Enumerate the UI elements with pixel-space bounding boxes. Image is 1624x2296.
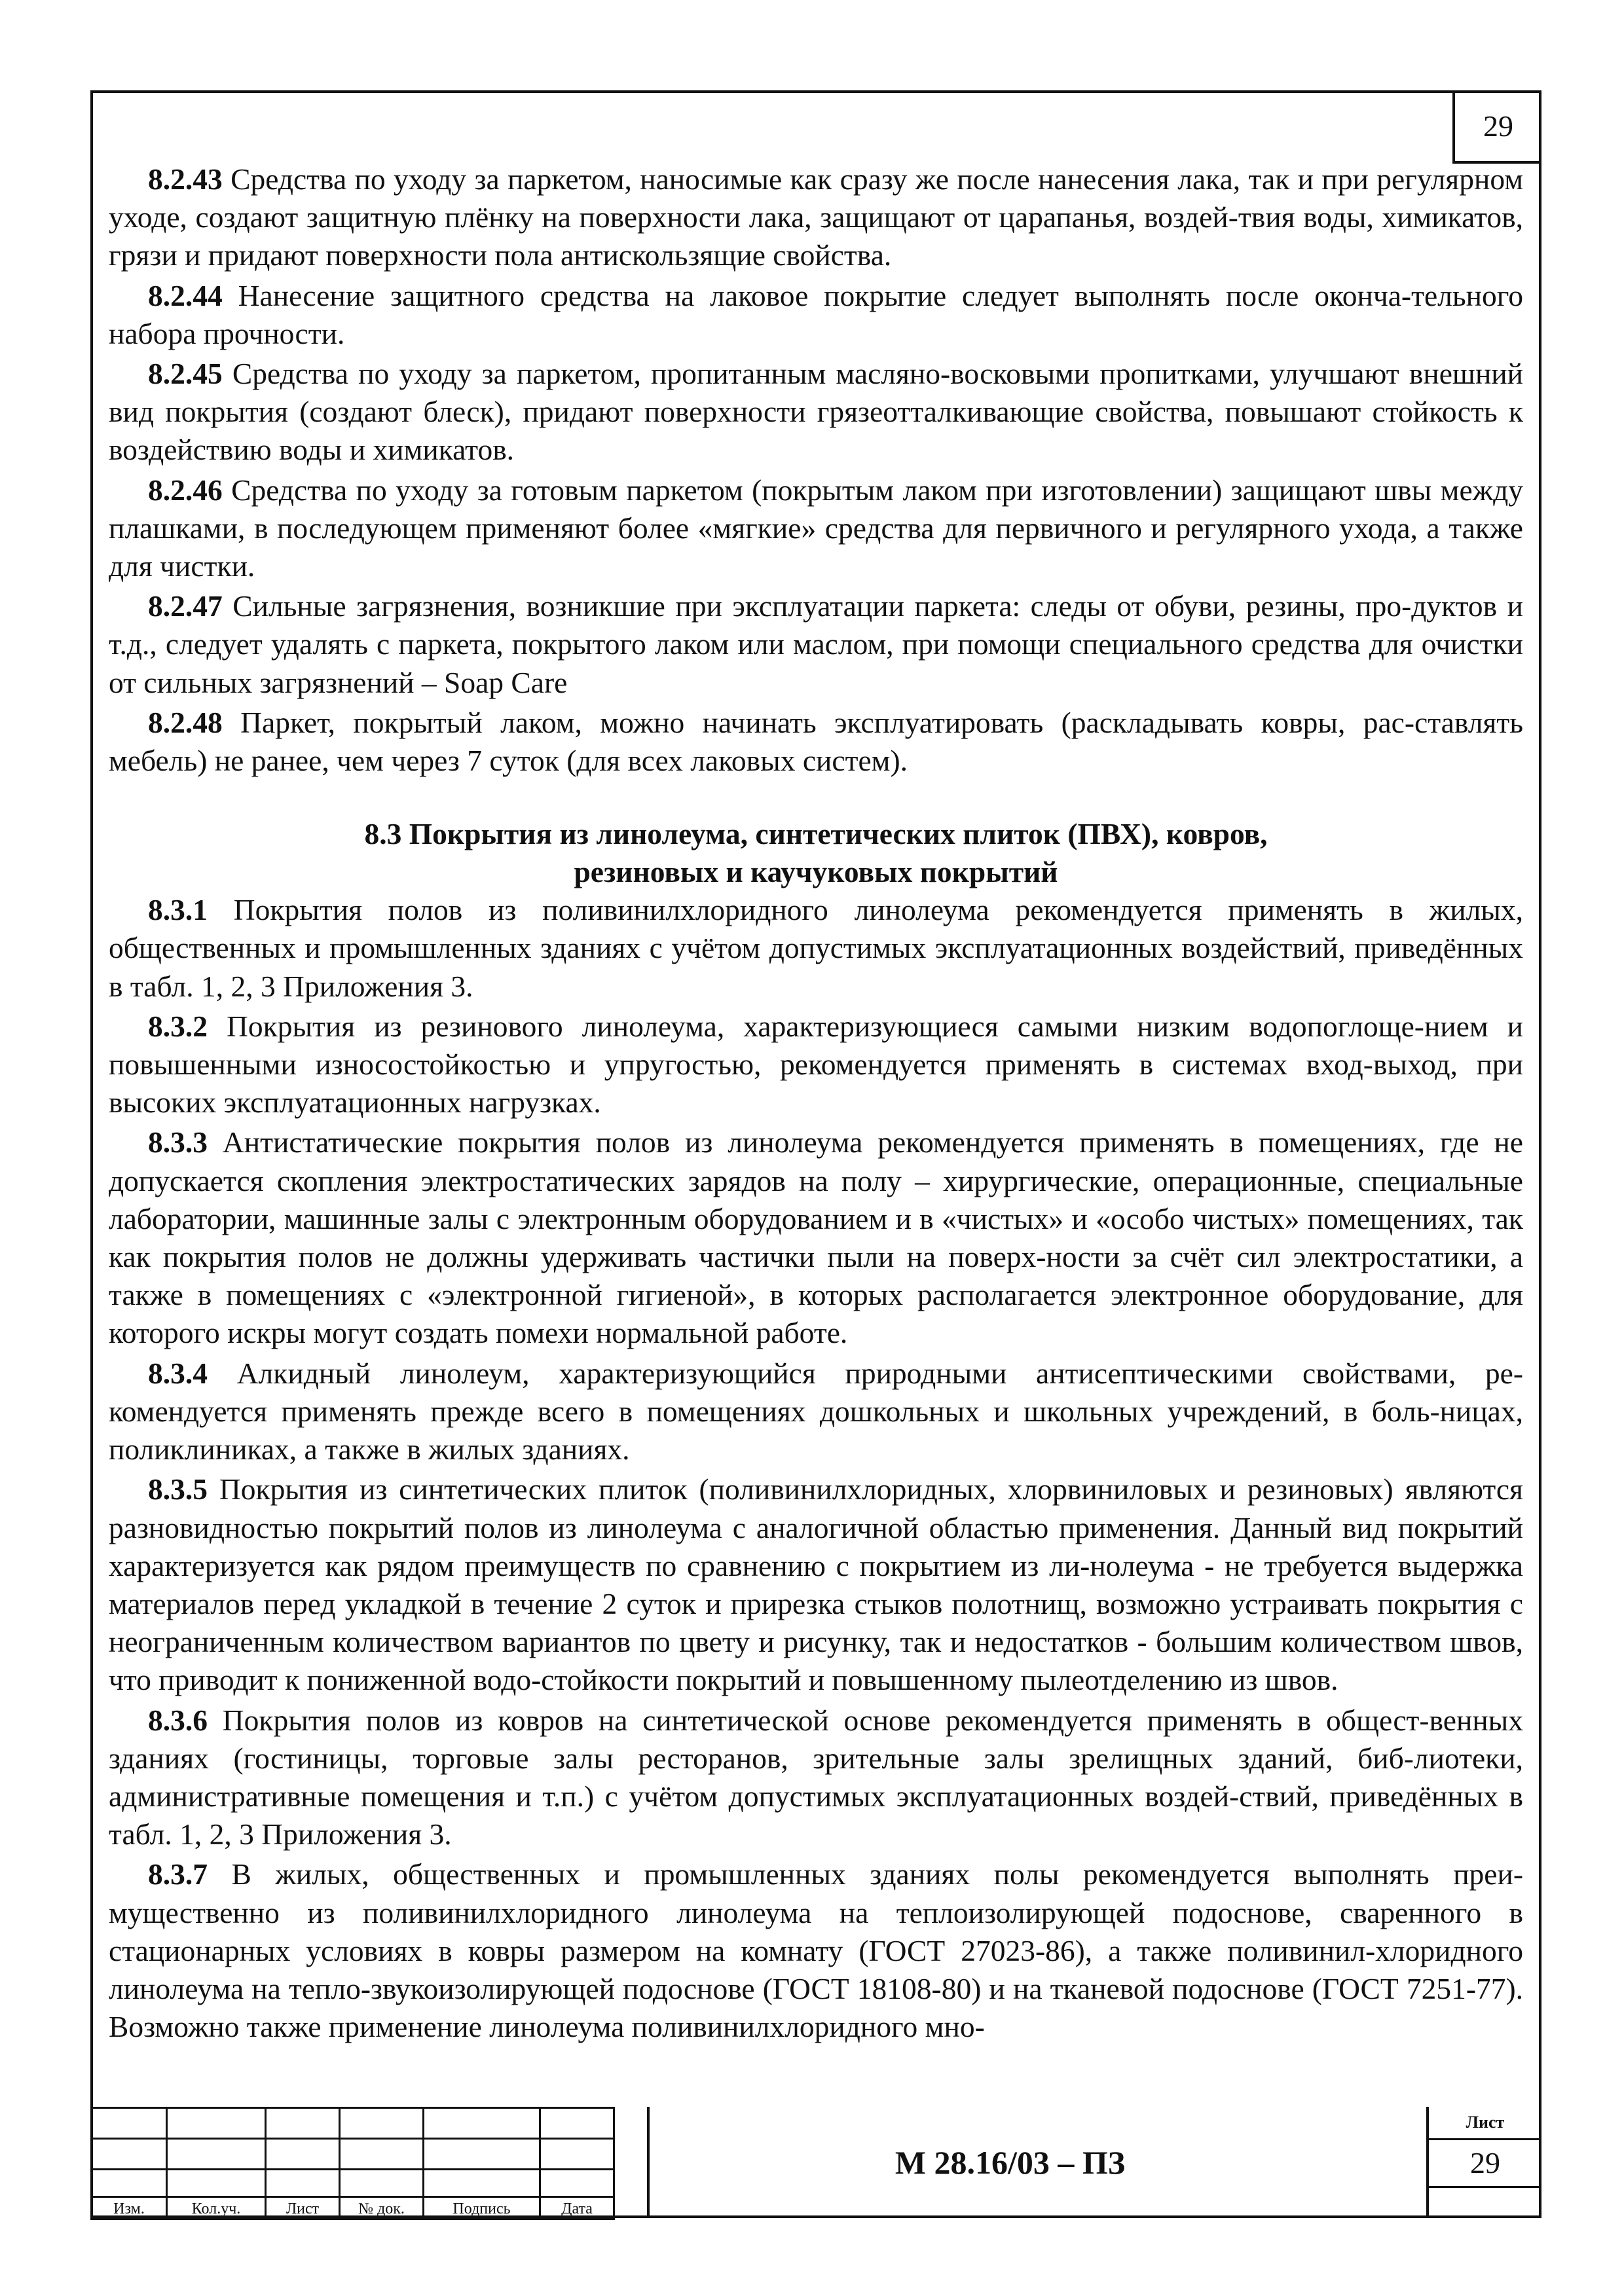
clause-number: 8.3.2 — [148, 1009, 208, 1043]
clause-number: 8.2.47 — [148, 589, 223, 623]
paragraph — [109, 704, 1523, 780]
col-kol-uch: Кол.уч. — [167, 2197, 266, 2219]
paragraph — [109, 277, 1523, 353]
col-n-dok: № док. — [340, 2197, 424, 2219]
clause-text: Антистатические покрытия полов из линолеума рекомендуется применять в помещениях, где не допускается скопления электростатических зарядов на полу – хирургические, операционные, специальные лаборатории, машинные залы с электронным оборудованием и в «чистых» и «особо чистых» помещениях, так как покрытия полов не должны удерживать частички пыли на поверх-ности за счёт сил электростатики, а также в помещениях с «электронной гигиеной», в которых располагается электронное оборудование, для которого искры могут создать помехи нормальной работе. — [109, 1125, 1523, 1350]
paragraph — [109, 1702, 1523, 1854]
page-number: 29 — [1483, 109, 1513, 143]
sheet-label: Лист — [1429, 2107, 1541, 2140]
section-heading — [109, 815, 1523, 891]
page-number-box — [1452, 90, 1541, 164]
paragraph — [109, 355, 1523, 469]
clause-text: Алкидный линолеум, характеризующийся природными антисептическими свойствами, ре-комендуется применять прежде всего в помещениях дошкольных и школьных учреждений, в боль-ницах, поликлиниках, а также в жилых зданиях. — [109, 1356, 1523, 1467]
col-izm: Изм. — [92, 2197, 167, 2219]
clause-number: 8.2.46 — [148, 473, 223, 507]
document-code: М 28.16/03 – ПЗ — [895, 2144, 1126, 2181]
clause-text: Покрытия из синтетических плиток (поливинилхлоридных, хлорвиниловых и резиновых) являются разновидностью покрытий полов из линолеума с аналогичной областью применения. Данный вид покрытий характеризуется как рядом преимуществ по сравнению с покрытием из ли-нолеума - не требуется выдержка материалов перед укладкой в течение 2 суток и прирезка стыков полотнищ, возможно устраивать покрытия с неограниченным количеством вариантов по цвету и рисунку, так и недостатков - большим количеством швов, что приводит к пониженной водо-стойкости покрытий и повышенному пылеотделению из швов. — [109, 1472, 1523, 1697]
clause-text: Покрытия полов из поливинилхлоридного линолеума рекомендуется применять в жилых, общественных и промышленных зданиях с учётом допустимых эксплуатационных воздействий, приведённых в табл. 1, 2, 3 Приложения 3. — [109, 893, 1523, 1003]
paragraph — [109, 1470, 1523, 1699]
clause-number: 8.3.7 — [148, 1857, 208, 1891]
clause-number: 8.3.1 — [148, 893, 208, 927]
heading-line-2: резиновых и каучуковых покрытий — [574, 855, 1058, 889]
clause-number: 8.3.5 — [148, 1472, 208, 1506]
paragraph — [109, 1123, 1523, 1352]
clause-number: 8.3.4 — [148, 1356, 208, 1390]
col-podpis: Подпись — [424, 2197, 540, 2219]
clause-text: Покрытия полов из ковров на синтетической основе рекомендуется применять в общест-венных зданиях (гостиницы, торговые залы ресторанов, зрительные залы зрелищных зданий, биб-лиотеки, административные помещения и т.п.) с учётом допустимых эксплуатационных воздей-ствий, приведённых в табл. 1, 2, 3 Приложения 3. — [109, 1703, 1523, 1851]
document-code-cell — [647, 2107, 1521, 2218]
clause-number: 8.2.48 — [148, 705, 223, 739]
paragraph — [109, 160, 1523, 275]
clause-text: Покрытия из резинового линолеума, характеризующиеся самыми низким водопоглоще-нием и повышенными износостойкостью и упругостью, рекомендуется применять в системах вход-выход, при высоких эксплуатационных нагрузках. — [109, 1009, 1523, 1120]
clause-text: Средства по уходу за готовым паркетом (покрытым лаком при изготовлении) защищают швы между плашками, в последующем применяют более «мягкие» средства для первичного и регулярного ухода, а также для чистки. — [109, 473, 1523, 583]
paragraph — [109, 587, 1523, 702]
title-block — [90, 2107, 1541, 2218]
clause-number: 8.3.3 — [148, 1125, 208, 1159]
paragraph — [109, 1855, 1523, 2046]
clause-number: 8.2.45 — [148, 357, 223, 391]
section-8-2 — [109, 160, 1523, 780]
clause-number: 8.2.43 — [148, 162, 223, 196]
revision-table — [90, 2107, 615, 2220]
clause-number: 8.2.44 — [148, 278, 223, 312]
clause-text: В жилых, общественных и промышленных зданиях полы рекомендуется выполнять преи-мущественно из поливинилхлоридного линолеума на теплоизолирующей подоснове, сваренного в стационарных условиях в ковры размером на комнату (ГОСТ 27023-86), а также поливинил-хлоридного линолеума на тепло-звукоизолирующей подоснове (ГОСТ 18108-80) и на тканевой подоснове (ГОСТ 7251-77). Возможно также применение линолеума поливинилхлоридного мно- — [109, 1857, 1523, 2044]
clause-text: Сильные загрязнения, возникшие при эксплуатации паркета: следы от обуви, резины, про-дуктов и т.д., следует удалять с паркета, покрытого лаком или маслом, при помощи специального средства для очистки от сильных загрязнений – Soap Care — [109, 589, 1523, 699]
section-8-3 — [109, 891, 1523, 2046]
col-list: Лист — [266, 2197, 340, 2219]
sheet-number: 29 — [1429, 2140, 1541, 2188]
clause-text: Паркет, покрытый лаком, можно начинать эксплуатировать (раскладывать ковры, рас-ставлять мебель) не ранее, чем через 7 суток (для всех лаковых систем). — [109, 705, 1523, 778]
heading-line-1: 8.3 Покрытия из линолеума, синтетических плиток (ПВХ), ковров, — [364, 817, 1268, 851]
paragraph — [109, 891, 1523, 1006]
paragraph — [109, 1008, 1523, 1122]
paragraph — [109, 1355, 1523, 1469]
clause-text: Средства по уходу за паркетом, наносимые как сразу же после нанесения лака, так и при регулярном уходе, создают защитную плёнку на поверхности лака, защищают от царапанья, воздей-твия воды, химикатов, грязи и придают поверхности пола антискользящие свойства. — [109, 162, 1523, 272]
document-body — [109, 160, 1523, 2048]
col-data: Дата — [540, 2197, 614, 2219]
paragraph — [109, 471, 1523, 586]
sheet-cell — [1426, 2107, 1541, 2218]
clause-text: Нанесение защитного средства на лаковое покрытие следует выполнять после оконча-тельного набора прочности. — [109, 278, 1523, 350]
clause-text: Средства по уходу за паркетом, пропитанным масляно-восковыми пропитками, улучшают внешний вид покрытия (создают блеск), придают поверхности грязеотталкивающие свойства, повышают стойкость к воздействию воды и химикатов. — [109, 357, 1523, 467]
clause-number: 8.3.6 — [148, 1703, 208, 1737]
